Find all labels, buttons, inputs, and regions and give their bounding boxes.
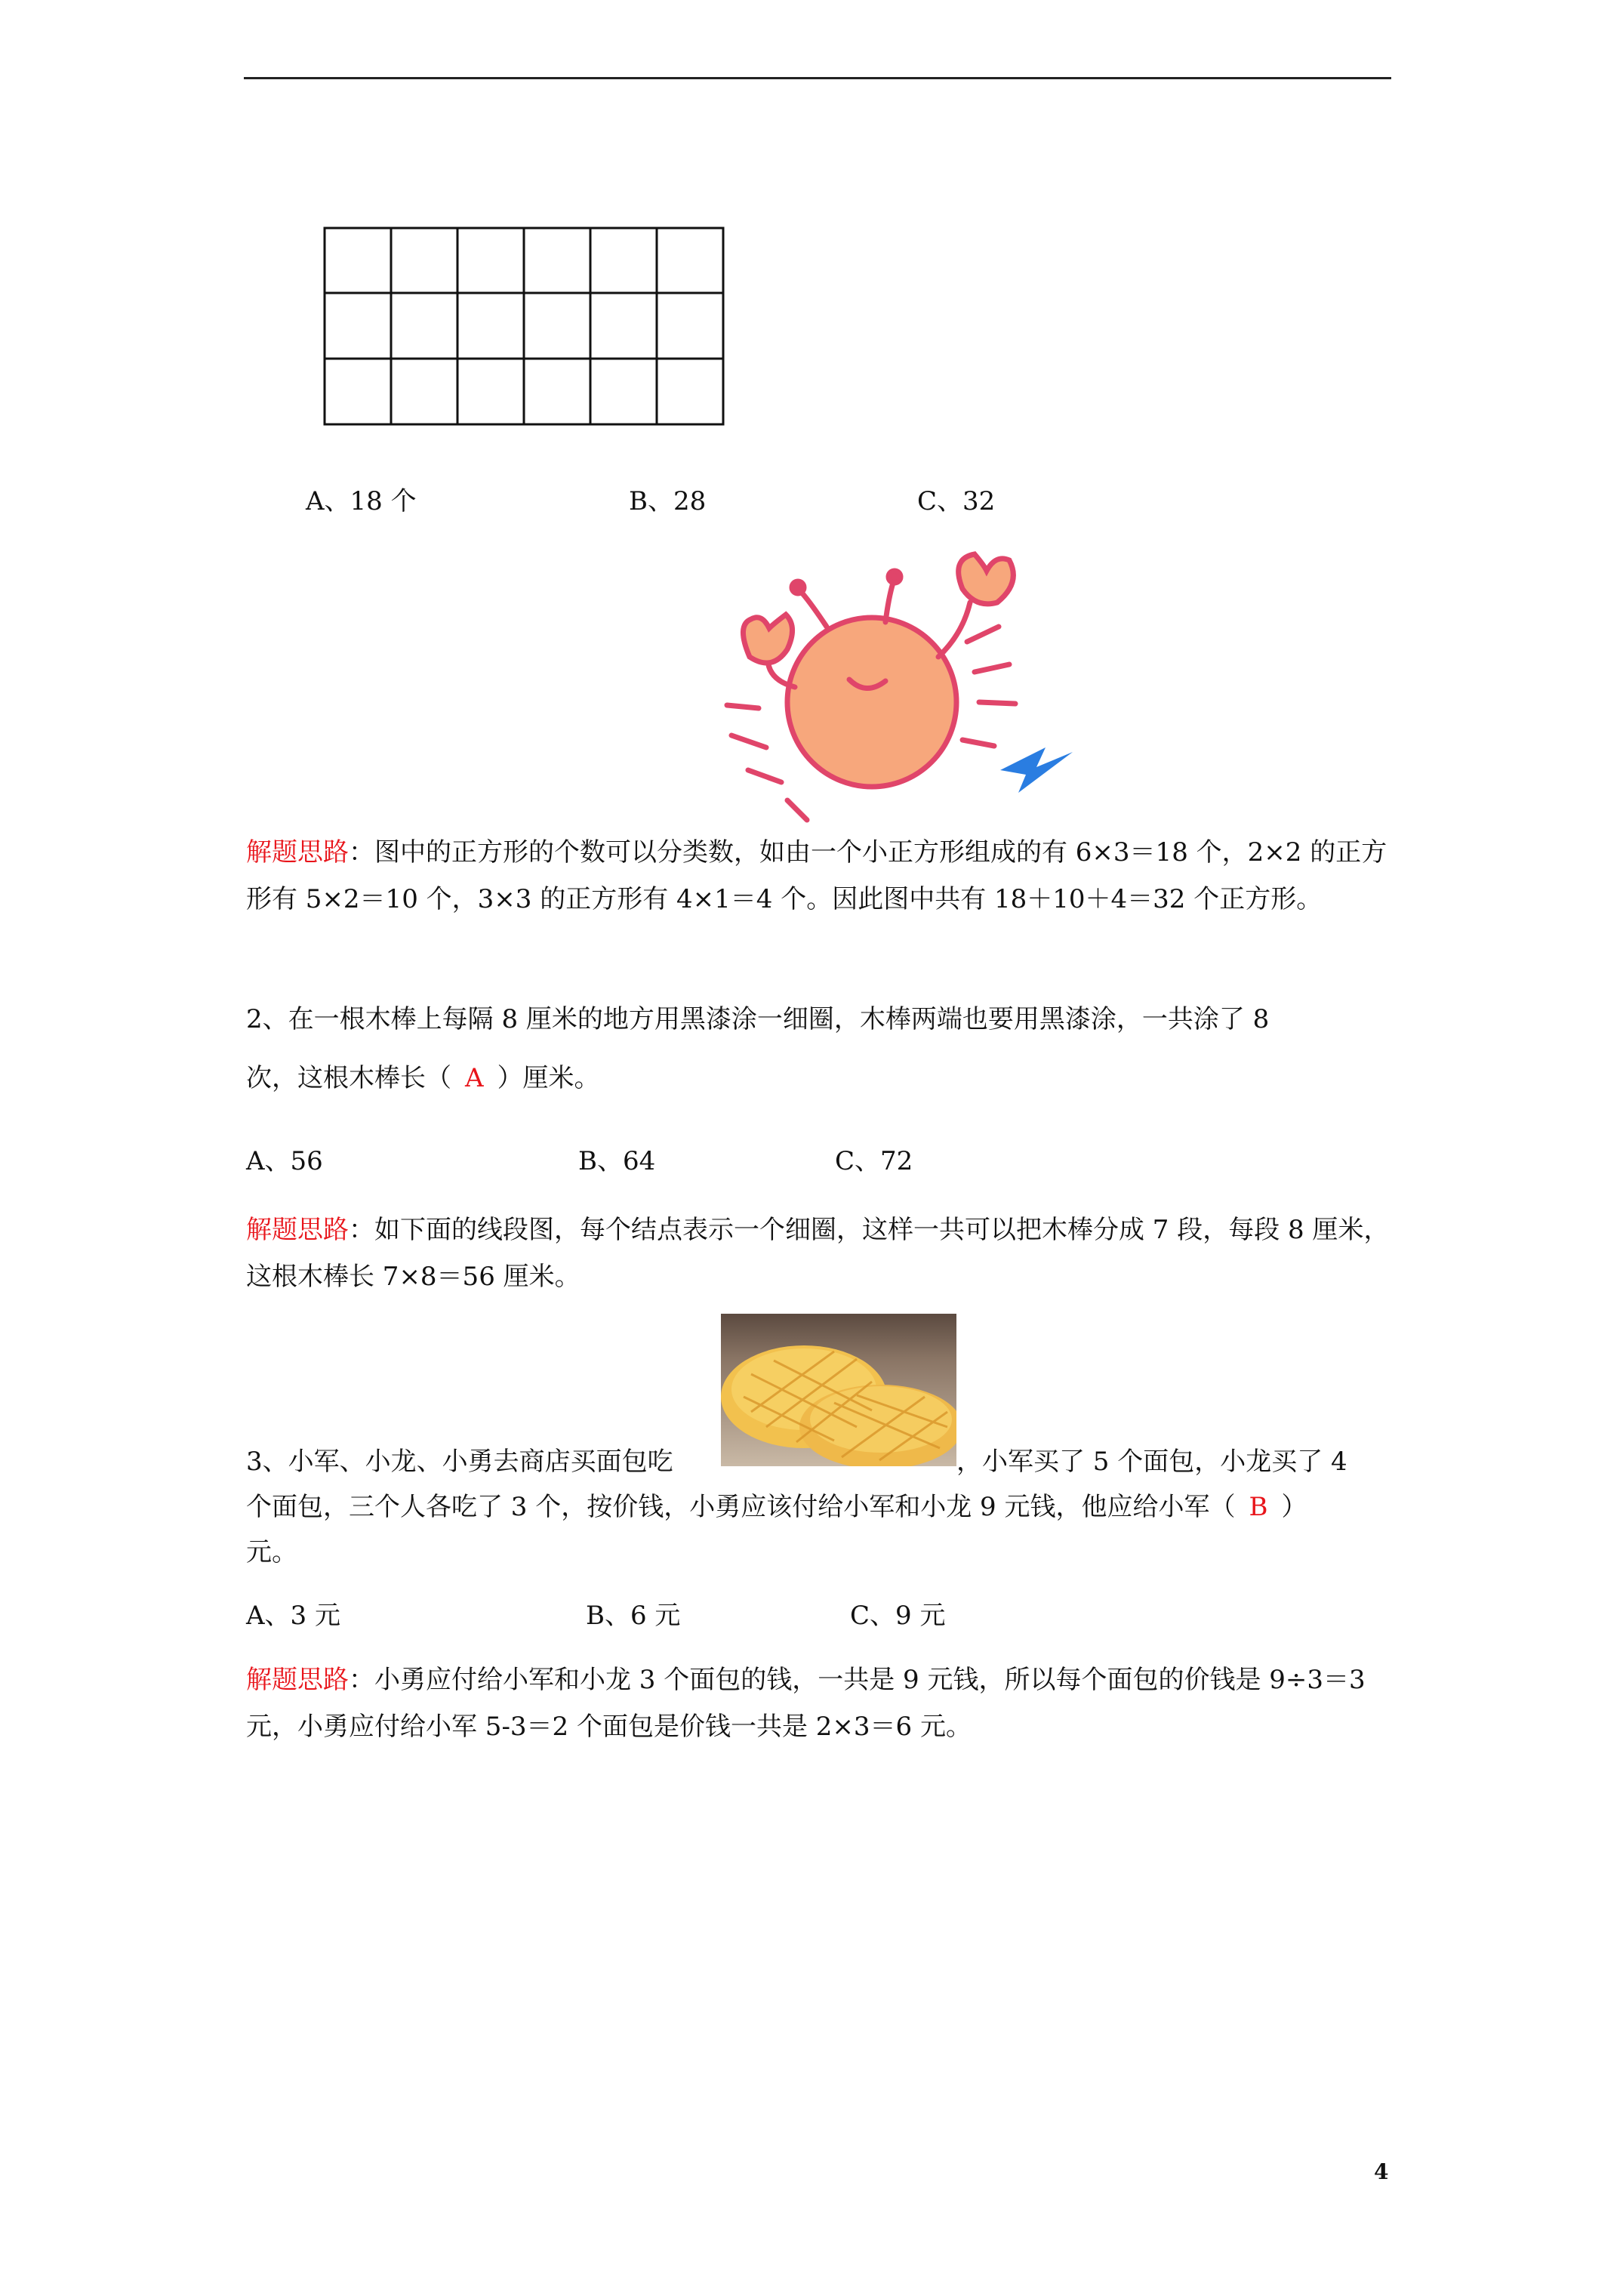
q2-option-a: A、56 xyxy=(246,1146,323,1176)
q3-option-a: A、3 元 xyxy=(246,1601,340,1631)
q2-text-before: 次，这根木棒长（ xyxy=(246,1063,451,1093)
q2-option-b: B、64 xyxy=(578,1146,656,1176)
solution-text: ：图中的正方形的个数可以分类数，如由一个小正方形组成的有 6×3＝18 个，2×2 的正方形有 5×2＝10 个，3×3 的正方形有 4×1＝4 个。因此图中共有 18＋10＋4＝32 个正方形。 xyxy=(246,837,1387,914)
q1-option-b: B、28 xyxy=(629,486,707,516)
q2-option-c: C、72 xyxy=(835,1146,913,1176)
q1-option-c: C、32 xyxy=(917,486,996,516)
q3-text-before: 个面包，三个人各吃了 3 个，按价钱，小勇应该付给小军和小龙 9 元钱，他应给小军（ xyxy=(246,1492,1236,1522)
q3-question-line1-start: 3、小军、小龙、小勇去商店买面包吃 xyxy=(246,1447,673,1477)
page-number: 4 xyxy=(1374,2159,1389,2184)
solution-label: 解题思路 xyxy=(246,1215,349,1245)
q2-question-line2 xyxy=(246,1056,600,1101)
q2-solution xyxy=(246,1207,1390,1300)
q3-text-after: ） xyxy=(1281,1492,1307,1522)
header-rule xyxy=(244,77,1391,79)
solution-text: ：如下面的线段图，每个结点表示一个细圈，这样一共可以把木棒分成 7 段，每段 8 厘米，这根木棒长 7×8＝56 厘米。 xyxy=(246,1215,1390,1292)
q3-option-c: C、9 元 xyxy=(850,1601,946,1631)
q1-solution xyxy=(246,829,1390,923)
solution-text: ：小勇应付给小军和小龙 3 个面包的钱，一共是 9 元钱，所以每个面包的价钱是 9÷3＝3 元，小勇应付给小军 5-3＝2 个面包是价钱一共是 2×3＝6 元。 xyxy=(246,1665,1366,1742)
solution-label: 解题思路 xyxy=(246,837,349,868)
bread-photo xyxy=(721,1314,956,1466)
q1-option-a: A、18 个 xyxy=(306,486,417,516)
q3-question-line2 xyxy=(246,1484,1307,1530)
q3-question-line1-end: ，小军买了 5 个面包，小龙买了 4 xyxy=(956,1447,1347,1477)
q2-answer: A xyxy=(465,1063,484,1093)
crab-illustration xyxy=(713,544,1083,831)
q3-answer: B xyxy=(1249,1492,1268,1522)
square-grid-figure xyxy=(323,227,731,430)
solution-label: 解题思路 xyxy=(246,1665,349,1695)
q3-option-b: B、6 元 xyxy=(586,1601,681,1631)
q2-text-after: ）厘米。 xyxy=(497,1063,600,1093)
q2-question-line1: 2、在一根木棒上每隔 8 厘米的地方用黑漆涂一细圈，木棒两端也要用黑漆涂，一共涂了 8 xyxy=(246,1004,1270,1034)
q3-question-line3: 元。 xyxy=(246,1537,297,1567)
q3-solution xyxy=(246,1657,1390,1750)
